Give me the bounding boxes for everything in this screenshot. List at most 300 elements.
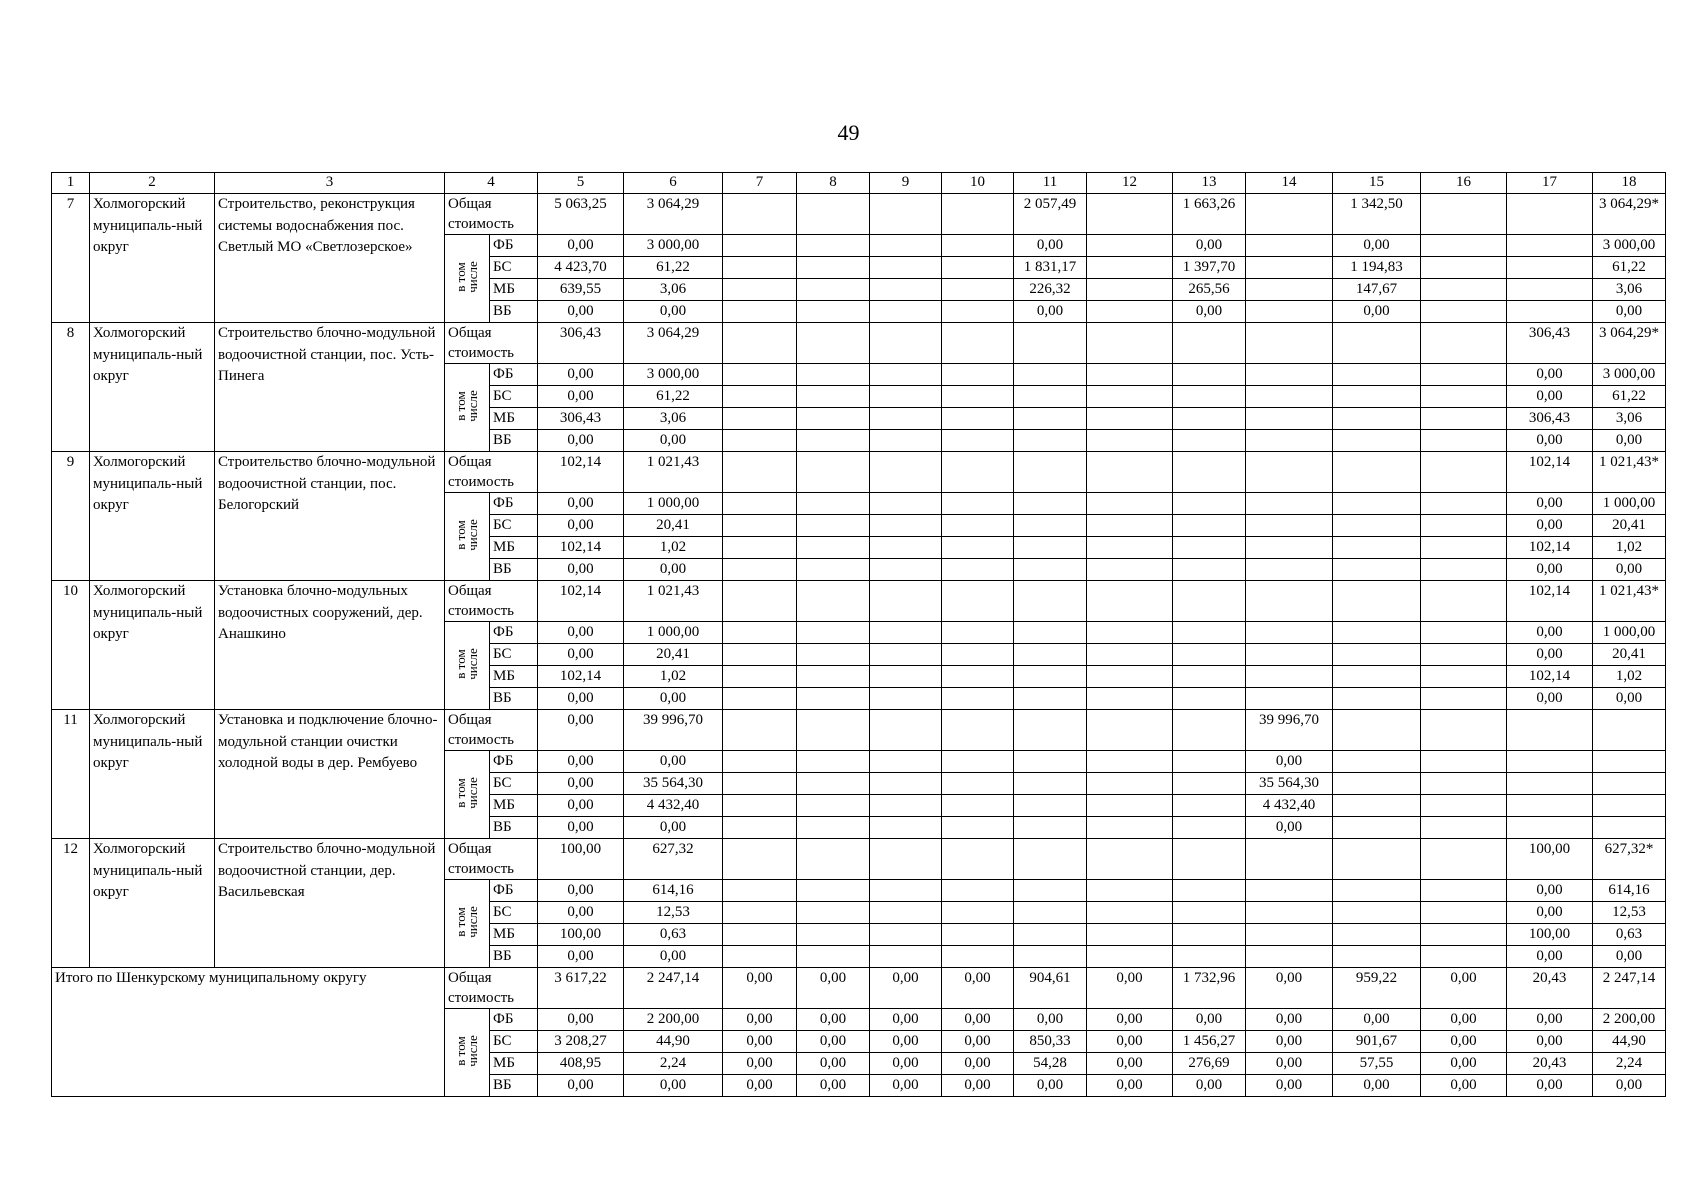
funding-value: 1,02 bbox=[624, 666, 723, 688]
funding-value: 0,00 bbox=[1507, 946, 1593, 968]
total-value bbox=[1014, 710, 1087, 751]
funding-value bbox=[1246, 622, 1333, 644]
funding-value bbox=[942, 773, 1014, 795]
column-header: 2 bbox=[90, 173, 215, 194]
funding-value: 0,00 bbox=[1246, 1053, 1333, 1075]
total-value bbox=[1246, 839, 1333, 880]
funding-value: 0,00 bbox=[942, 1075, 1014, 1097]
funding-value bbox=[1087, 666, 1173, 688]
funding-value: 1,02 bbox=[624, 537, 723, 559]
funding-value bbox=[1421, 795, 1507, 817]
row-number: 7 bbox=[52, 194, 90, 323]
funding-value: 0,00 bbox=[1507, 1075, 1593, 1097]
funding-value bbox=[723, 430, 797, 452]
row-number: 11 bbox=[52, 710, 90, 839]
funding-value bbox=[797, 622, 870, 644]
total-value bbox=[1087, 710, 1173, 751]
funding-value: 0,00 bbox=[1333, 1009, 1421, 1031]
funding-value bbox=[1421, 880, 1507, 902]
funding-value: 0,00 bbox=[723, 1031, 797, 1053]
funding-value: 102,14 bbox=[538, 666, 624, 688]
total-value: 306,43 bbox=[538, 323, 624, 364]
funding-value bbox=[1087, 257, 1173, 279]
funding-value bbox=[1246, 386, 1333, 408]
funding-value bbox=[870, 408, 942, 430]
funding-value: 35 564,30 bbox=[1246, 773, 1333, 795]
total-value bbox=[870, 194, 942, 235]
total-value bbox=[723, 581, 797, 622]
funding-value: 0,00 bbox=[1421, 1053, 1507, 1075]
total-value bbox=[870, 710, 942, 751]
funding-value bbox=[870, 666, 942, 688]
total-value bbox=[1014, 581, 1087, 622]
funding-value: 0,00 bbox=[538, 559, 624, 581]
funding-value bbox=[1421, 515, 1507, 537]
funding-source: ВБ bbox=[490, 817, 538, 839]
funding-value bbox=[797, 493, 870, 515]
funding-value bbox=[870, 751, 942, 773]
including-label bbox=[445, 1009, 490, 1097]
funding-source: ВБ bbox=[490, 301, 538, 323]
funding-value: 0,00 bbox=[1507, 515, 1593, 537]
total-value: 5 063,25 bbox=[538, 194, 624, 235]
funding-value bbox=[1246, 902, 1333, 924]
funding-value: 1 194,83 bbox=[1333, 257, 1421, 279]
funding-value bbox=[1246, 257, 1333, 279]
funding-source: ФБ bbox=[490, 751, 538, 773]
funding-value bbox=[1173, 773, 1246, 795]
funding-value: 0,00 bbox=[870, 1053, 942, 1075]
funding-value: 0,00 bbox=[1507, 1031, 1593, 1053]
funding-value bbox=[797, 666, 870, 688]
funding-value: 0,00 bbox=[538, 773, 624, 795]
project-name: Строительство блочно-модульной водоочистной станции, пос. Белогорский bbox=[215, 452, 445, 581]
including-text: в том числе bbox=[453, 1034, 480, 1067]
total-value bbox=[1333, 710, 1421, 751]
funding-source: ВБ bbox=[490, 946, 538, 968]
funding-value: 0,00 bbox=[1507, 386, 1593, 408]
funding-value: 0,00 bbox=[1333, 301, 1421, 323]
total-cost-label: Общая стоимость bbox=[445, 323, 538, 364]
funding-value: 0,00 bbox=[1507, 1009, 1593, 1031]
funding-value bbox=[797, 430, 870, 452]
funding-value bbox=[1421, 430, 1507, 452]
funding-value bbox=[1333, 430, 1421, 452]
funding-value bbox=[870, 817, 942, 839]
total-cost-label: Общая стоимость bbox=[445, 581, 538, 622]
funding-value bbox=[1173, 880, 1246, 902]
funding-value: 0,00 bbox=[1507, 688, 1593, 710]
funding-value bbox=[1421, 493, 1507, 515]
funding-source: МБ bbox=[490, 924, 538, 946]
funding-value: 0,00 bbox=[538, 1009, 624, 1031]
including-text: в том числе bbox=[453, 518, 480, 551]
funding-value bbox=[1333, 666, 1421, 688]
total-value: 2 057,49 bbox=[1014, 194, 1087, 235]
funding-value bbox=[723, 279, 797, 301]
funding-value bbox=[1333, 386, 1421, 408]
funding-value: 0,00 bbox=[1087, 1075, 1173, 1097]
funding-value bbox=[723, 515, 797, 537]
funding-value bbox=[1421, 235, 1507, 257]
funding-value: 4 423,70 bbox=[538, 257, 624, 279]
funding-value bbox=[723, 257, 797, 279]
funding-value bbox=[942, 644, 1014, 666]
funding-value bbox=[1014, 817, 1087, 839]
funding-value: 61,22 bbox=[624, 386, 723, 408]
total-value bbox=[870, 323, 942, 364]
funding-value bbox=[942, 515, 1014, 537]
funding-value bbox=[723, 408, 797, 430]
funding-value bbox=[1333, 795, 1421, 817]
funding-value bbox=[1087, 751, 1173, 773]
funding-value bbox=[723, 622, 797, 644]
funding-value bbox=[723, 880, 797, 902]
funding-value bbox=[1014, 364, 1087, 386]
funding-value: 0,00 bbox=[538, 880, 624, 902]
funding-source: БС bbox=[490, 773, 538, 795]
funding-value bbox=[1246, 946, 1333, 968]
funding-value: 20,41 bbox=[624, 644, 723, 666]
total-value: 1 021,43 bbox=[624, 452, 723, 493]
total-value bbox=[1246, 581, 1333, 622]
funding-value bbox=[942, 430, 1014, 452]
funding-value bbox=[797, 817, 870, 839]
funding-value bbox=[1173, 666, 1246, 688]
row-number: 8 bbox=[52, 323, 90, 452]
district-name: Холмогорский муниципаль-ный округ bbox=[90, 194, 215, 323]
funding-value bbox=[870, 493, 942, 515]
funding-value bbox=[1173, 430, 1246, 452]
funding-value bbox=[942, 751, 1014, 773]
funding-value bbox=[1173, 386, 1246, 408]
project-name: Строительство блочно-модульной водоочистной станции, пос. Усть-Пинега bbox=[215, 323, 445, 452]
total-cost-label: Общая стоимость bbox=[445, 710, 538, 751]
funding-value bbox=[1421, 902, 1507, 924]
funding-value bbox=[1507, 235, 1593, 257]
total-value: 39 996,70 bbox=[624, 710, 723, 751]
funding-source: МБ bbox=[490, 537, 538, 559]
funding-value bbox=[797, 880, 870, 902]
including-text: в том числе bbox=[453, 389, 480, 422]
total-value bbox=[1173, 323, 1246, 364]
total-value bbox=[1087, 581, 1173, 622]
funding-value bbox=[870, 559, 942, 581]
funding-value bbox=[1014, 430, 1087, 452]
funding-value: 0,00 bbox=[1507, 880, 1593, 902]
funding-value: 0,00 bbox=[1087, 1031, 1173, 1053]
funding-value: 0,00 bbox=[538, 493, 624, 515]
funding-value bbox=[1173, 408, 1246, 430]
header-row bbox=[52, 173, 1666, 194]
funding-value: 0,00 bbox=[1507, 559, 1593, 581]
funding-value bbox=[723, 386, 797, 408]
funding-value bbox=[1014, 773, 1087, 795]
funding-value: 0,00 bbox=[1173, 235, 1246, 257]
funding-value bbox=[723, 364, 797, 386]
funding-value bbox=[797, 902, 870, 924]
funding-source: ФБ bbox=[490, 880, 538, 902]
total-value bbox=[797, 839, 870, 880]
funding-value bbox=[1087, 537, 1173, 559]
total-value: 0,00 bbox=[942, 968, 1014, 1009]
including-label bbox=[445, 622, 490, 710]
funding-value: 0,00 bbox=[538, 751, 624, 773]
funding-value bbox=[1246, 515, 1333, 537]
funding-value: 0,00 bbox=[1333, 235, 1421, 257]
funding-source: ФБ bbox=[490, 364, 538, 386]
funding-value bbox=[1246, 430, 1333, 452]
total-value bbox=[942, 452, 1014, 493]
funding-value bbox=[1333, 902, 1421, 924]
funding-value: 102,14 bbox=[1507, 666, 1593, 688]
funding-value bbox=[1087, 515, 1173, 537]
funding-value bbox=[1014, 902, 1087, 924]
total-value bbox=[723, 194, 797, 235]
total-value bbox=[1087, 839, 1173, 880]
funding-value bbox=[942, 666, 1014, 688]
including-text: в том числе bbox=[453, 647, 480, 680]
funding-value: 61,22 bbox=[1593, 386, 1666, 408]
total-value: 0,00 bbox=[1087, 968, 1173, 1009]
funding-value bbox=[1333, 559, 1421, 581]
total-value bbox=[723, 323, 797, 364]
funding-value bbox=[723, 795, 797, 817]
funding-value bbox=[1014, 666, 1087, 688]
funding-source: БС bbox=[490, 386, 538, 408]
total-value bbox=[942, 581, 1014, 622]
funding-value: 0,00 bbox=[538, 301, 624, 323]
funding-value bbox=[797, 795, 870, 817]
total-value bbox=[797, 581, 870, 622]
funding-value bbox=[1014, 795, 1087, 817]
funding-value: 44,90 bbox=[624, 1031, 723, 1053]
funding-value bbox=[797, 364, 870, 386]
funding-value bbox=[942, 408, 1014, 430]
funding-value bbox=[1173, 364, 1246, 386]
funding-value: 639,55 bbox=[538, 279, 624, 301]
funding-value bbox=[1421, 257, 1507, 279]
funding-value: 0,00 bbox=[1421, 1031, 1507, 1053]
total-value: 627,32* bbox=[1593, 839, 1666, 880]
funding-source: МБ bbox=[490, 795, 538, 817]
funding-value: 0,00 bbox=[624, 946, 723, 968]
funding-value: 35 564,30 bbox=[624, 773, 723, 795]
total-value: 1 021,43 bbox=[624, 581, 723, 622]
funding-value bbox=[723, 301, 797, 323]
funding-value bbox=[1421, 559, 1507, 581]
funding-value bbox=[1333, 622, 1421, 644]
funding-value bbox=[942, 235, 1014, 257]
funding-value bbox=[797, 559, 870, 581]
funding-value: 0,00 bbox=[538, 430, 624, 452]
funding-value bbox=[1173, 559, 1246, 581]
funding-value bbox=[1173, 537, 1246, 559]
funding-value: 1 000,00 bbox=[624, 493, 723, 515]
project-name: Установка и подключение блочно-модульной станции очистки холодной воды в дер. Рембуево bbox=[215, 710, 445, 839]
funding-value bbox=[870, 688, 942, 710]
total-value bbox=[797, 710, 870, 751]
funding-value: 901,67 bbox=[1333, 1031, 1421, 1053]
funding-value: 0,00 bbox=[624, 430, 723, 452]
total-value: 0,00 bbox=[538, 710, 624, 751]
funding-value bbox=[1014, 493, 1087, 515]
funding-value bbox=[942, 688, 1014, 710]
funding-value: 2,24 bbox=[624, 1053, 723, 1075]
funding-value bbox=[797, 515, 870, 537]
funding-value bbox=[1087, 408, 1173, 430]
column-header: 10 bbox=[942, 173, 1014, 194]
funding-value: 265,56 bbox=[1173, 279, 1246, 301]
funding-value: 0,00 bbox=[1507, 622, 1593, 644]
funding-value bbox=[1421, 688, 1507, 710]
funding-value: 0,00 bbox=[538, 688, 624, 710]
total-value: 0,00 bbox=[1246, 968, 1333, 1009]
district-name: Холмогорский муниципаль-ный округ bbox=[90, 710, 215, 839]
funding-value bbox=[870, 235, 942, 257]
row-number: 9 bbox=[52, 452, 90, 581]
funding-value bbox=[1173, 751, 1246, 773]
funding-value bbox=[1421, 408, 1507, 430]
funding-value bbox=[1507, 301, 1593, 323]
funding-value: 0,00 bbox=[723, 1009, 797, 1031]
funding-value bbox=[1593, 817, 1666, 839]
funding-value bbox=[723, 644, 797, 666]
funding-value: 1 831,17 bbox=[1014, 257, 1087, 279]
total-value bbox=[1173, 581, 1246, 622]
funding-value bbox=[723, 559, 797, 581]
total-value bbox=[1421, 839, 1507, 880]
funding-value bbox=[1173, 622, 1246, 644]
funding-value bbox=[797, 279, 870, 301]
funding-value bbox=[723, 817, 797, 839]
funding-value bbox=[1087, 301, 1173, 323]
funding-value bbox=[797, 924, 870, 946]
funding-value: 0,00 bbox=[1507, 902, 1593, 924]
funding-value bbox=[942, 386, 1014, 408]
column-header: 15 bbox=[1333, 173, 1421, 194]
funding-value bbox=[942, 537, 1014, 559]
funding-value: 1 000,00 bbox=[1593, 493, 1666, 515]
total-value bbox=[1173, 839, 1246, 880]
funding-value bbox=[1246, 408, 1333, 430]
funding-value bbox=[1507, 751, 1593, 773]
district-name: Холмогорский муниципаль-ный округ bbox=[90, 581, 215, 710]
funding-value bbox=[870, 257, 942, 279]
funding-value: 100,00 bbox=[538, 924, 624, 946]
total-value: 20,43 bbox=[1507, 968, 1593, 1009]
funding-source: БС bbox=[490, 515, 538, 537]
funding-value bbox=[1087, 924, 1173, 946]
total-value: 102,14 bbox=[1507, 581, 1593, 622]
funding-value: 614,16 bbox=[1593, 880, 1666, 902]
funding-value: 0,00 bbox=[1593, 1075, 1666, 1097]
total-value: 100,00 bbox=[538, 839, 624, 880]
funding-value bbox=[942, 795, 1014, 817]
funding-source: ФБ bbox=[490, 235, 538, 257]
total-value: 2 247,14 bbox=[1593, 968, 1666, 1009]
funding-value bbox=[1173, 902, 1246, 924]
funding-value bbox=[1014, 880, 1087, 902]
funding-value bbox=[723, 688, 797, 710]
funding-value bbox=[1333, 946, 1421, 968]
total-value bbox=[1421, 323, 1507, 364]
funding-value bbox=[1014, 946, 1087, 968]
funding-value bbox=[797, 386, 870, 408]
funding-value bbox=[870, 946, 942, 968]
funding-value: 0,00 bbox=[870, 1031, 942, 1053]
funding-value bbox=[942, 301, 1014, 323]
funding-value: 0,00 bbox=[942, 1053, 1014, 1075]
funding-value: 0,00 bbox=[538, 622, 624, 644]
total-value bbox=[1421, 452, 1507, 493]
total-value bbox=[723, 452, 797, 493]
total-cost-label: Общая стоимость bbox=[445, 968, 538, 1009]
funding-value: 4 432,40 bbox=[624, 795, 723, 817]
total-value bbox=[1087, 323, 1173, 364]
funding-value: 0,00 bbox=[538, 364, 624, 386]
funding-value: 306,43 bbox=[538, 408, 624, 430]
funding-value bbox=[1421, 773, 1507, 795]
funding-value: 0,63 bbox=[1593, 924, 1666, 946]
funding-value bbox=[797, 235, 870, 257]
funding-value: 54,28 bbox=[1014, 1053, 1087, 1075]
funding-value: 0,00 bbox=[538, 644, 624, 666]
total-value bbox=[1333, 839, 1421, 880]
funding-value: 0,00 bbox=[538, 386, 624, 408]
total-value bbox=[942, 710, 1014, 751]
funding-value: 147,67 bbox=[1333, 279, 1421, 301]
funding-value bbox=[870, 795, 942, 817]
total-value: 904,61 bbox=[1014, 968, 1087, 1009]
funding-value: 850,33 bbox=[1014, 1031, 1087, 1053]
column-header: 6 bbox=[624, 173, 723, 194]
funding-value: 3,06 bbox=[1593, 279, 1666, 301]
funding-value: 0,00 bbox=[1421, 1075, 1507, 1097]
total-value bbox=[870, 452, 942, 493]
project-name: Установка блочно-модульных водоочистных сооружений, дер. Анашкино bbox=[215, 581, 445, 710]
funding-value bbox=[870, 773, 942, 795]
funding-value: 20,41 bbox=[1593, 515, 1666, 537]
funding-value: 3,06 bbox=[1593, 408, 1666, 430]
funding-value bbox=[1421, 924, 1507, 946]
funding-value bbox=[797, 257, 870, 279]
total-value: 0,00 bbox=[870, 968, 942, 1009]
funding-value bbox=[1421, 386, 1507, 408]
funding-source: ФБ bbox=[490, 622, 538, 644]
funding-value bbox=[1333, 688, 1421, 710]
funding-value: 1 000,00 bbox=[624, 622, 723, 644]
funding-value: 0,00 bbox=[1014, 301, 1087, 323]
funding-value bbox=[723, 902, 797, 924]
including-label bbox=[445, 364, 490, 452]
funding-value bbox=[870, 537, 942, 559]
funding-value bbox=[1421, 622, 1507, 644]
funding-value: 0,00 bbox=[624, 751, 723, 773]
funding-value bbox=[1421, 301, 1507, 323]
funding-value: 0,00 bbox=[1014, 235, 1087, 257]
funding-value bbox=[1087, 688, 1173, 710]
column-header: 5 bbox=[538, 173, 624, 194]
column-header: 13 bbox=[1173, 173, 1246, 194]
funding-value bbox=[1333, 364, 1421, 386]
total-value: 0,00 bbox=[1421, 968, 1507, 1009]
funding-value: 0,00 bbox=[1014, 1009, 1087, 1031]
funding-value: 3 000,00 bbox=[624, 235, 723, 257]
funding-source: ВБ bbox=[490, 688, 538, 710]
funding-value bbox=[723, 493, 797, 515]
total-value: 1 021,43* bbox=[1593, 452, 1666, 493]
